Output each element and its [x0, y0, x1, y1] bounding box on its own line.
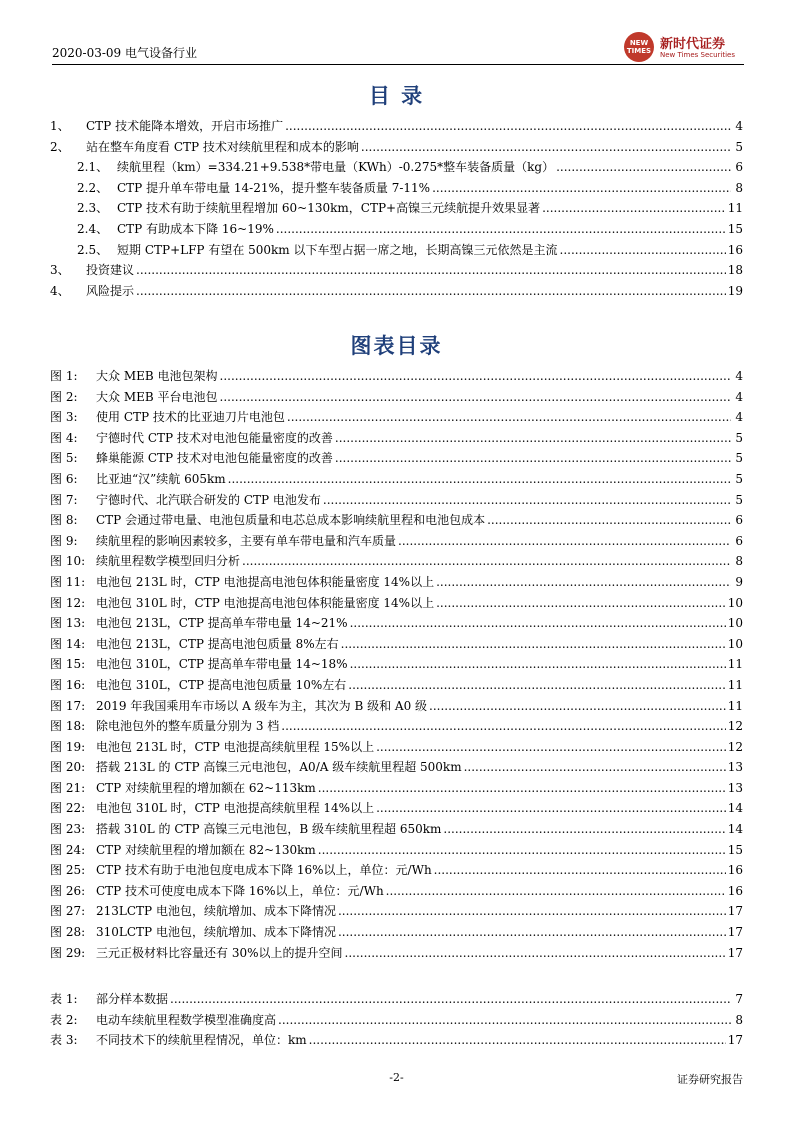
toc-entry-number: 3、	[50, 263, 70, 278]
logo-badge: NEW TIMES	[624, 32, 654, 62]
figure-entry-page: 11	[727, 677, 743, 692]
figure-entry[interactable]	[50, 613, 743, 634]
figure-entry-leader-dots	[436, 572, 731, 593]
figure-entry-text: 电池包 213L，CTP 提高电池包质量 8%左右	[96, 636, 339, 651]
logo-chinese-name: 新时代证券	[660, 37, 726, 52]
toc-entry-text: CTP 技术能降本增效，开启市场推广	[86, 119, 284, 133]
figure-entry-page: 5	[735, 451, 743, 466]
figure-entry-number: 图 28:	[50, 925, 86, 940]
figure-entry-text: 电池包 213L，CTP 提高单车带电量 14~21%	[96, 616, 348, 631]
figure-entry-leader-dots	[376, 798, 726, 819]
figure-entry-number: 图 21:	[50, 780, 86, 795]
toc-entry[interactable]	[50, 219, 743, 240]
figure-entry-page: 11	[727, 657, 743, 672]
figure-entry-page: 15	[727, 842, 743, 857]
figure-entry-text: 蜂巢能源 CTP 技术对电池包能量密度的改善	[96, 451, 333, 466]
header-rule	[52, 64, 744, 65]
toc-entry-text: 短期 CTP+LFP 有望在 500km 以下车型占据一席之地，长期高镍三元依然是主流	[117, 242, 558, 257]
toc-entry-page: 5	[735, 139, 743, 154]
figure-entry-text: 大众 MEB 平台电池包	[96, 389, 218, 404]
figure-entry-number: 图 19:	[50, 739, 86, 754]
toc-entry-number: 2.5、	[77, 242, 109, 257]
table-entry[interactable]	[50, 1030, 743, 1051]
figure-entry-number: 图 17:	[50, 698, 86, 713]
toc-entry[interactable]	[50, 198, 743, 219]
figure-entry-number: 图 14:	[50, 636, 86, 651]
figure-entry-text: CTP 技术有助于电池包度电成本下降 16%以上，单位：元/Wh	[96, 863, 432, 878]
table-list	[50, 989, 743, 1051]
toc-entry-number: 2.4、	[77, 221, 109, 236]
toc-list	[50, 116, 743, 301]
figure-entry-text: 宁德时代 CTP 技术对电池包能量密度的改善	[96, 430, 333, 445]
figure-entry-leader-dots	[323, 490, 731, 511]
figure-entry-leader-dots	[281, 716, 725, 737]
toc-entry-page: 16	[727, 242, 743, 257]
figure-entry-text: CTP 技术可使度电成本下降 16%以上，单位：元/Wh	[96, 883, 384, 898]
figure-entry-page: 8	[735, 554, 743, 569]
figure-entry[interactable]	[50, 654, 743, 675]
figure-entry-page: 5	[735, 471, 743, 486]
table-entry-page: 8	[735, 1012, 743, 1027]
figure-entry-number: 图 6:	[50, 471, 78, 486]
figure-entry-number: 图 23:	[50, 822, 86, 837]
figure-entry[interactable]	[50, 428, 743, 449]
toc-title: 目 录	[368, 83, 425, 108]
figure-entry-number: 图 8:	[50, 513, 78, 528]
header-date-sector: 2020-03-09 电气设备行业	[52, 46, 198, 60]
figure-entry-leader-dots	[341, 634, 726, 655]
figure-entry-number: 图 25:	[50, 863, 86, 878]
figure-entry-page: 4	[735, 410, 743, 425]
figure-entry-number: 图 16:	[50, 677, 86, 692]
toc-entry-number: 2.3、	[77, 201, 109, 216]
figure-entry-text: 宁德时代、北汽联合研发的 CTP 电池发布	[96, 492, 321, 507]
figure-entry[interactable]	[50, 737, 743, 758]
toc-entry-page: 19	[727, 283, 743, 298]
figure-entry[interactable]	[50, 922, 743, 943]
figure-entry-number: 图 20:	[50, 760, 86, 775]
figure-entry[interactable]	[50, 448, 743, 469]
figure-entry-text: 电池包 310L 时，CTP 电池提高电池包体积能量密度 14%以上	[96, 595, 435, 610]
toc-entry-page: 8	[735, 180, 743, 195]
figure-entry-text: 使用 CTP 技术的比亚迪刀片电池包	[96, 410, 285, 425]
toc-entry-page: 15	[727, 221, 743, 236]
toc-entry-text: CTP 有助成本下降 16~19%	[117, 221, 274, 236]
figure-entry-text: CTP 对续航里程的增加额在 82~130km	[96, 842, 316, 857]
figure-entry-number: 图 18:	[50, 719, 86, 734]
figure-entry-page: 12	[727, 739, 743, 754]
figure-entry[interactable]	[50, 819, 743, 840]
figure-entry-leader-dots	[318, 840, 726, 861]
figure-entry-text: 大众 MEB 电池包架构	[96, 369, 218, 383]
figure-entry-number: 图 1:	[50, 369, 78, 383]
figure-entry-number: 图 10:	[50, 554, 86, 569]
figure-entry-text: CTP 会通过带电量、电池包质量和电芯总成本影响续航里程和电池包成本	[96, 513, 486, 528]
figure-entry-text: 2019 年我国乘用车市场以 A 级车为主，其次为 B 级和 A0 级	[96, 698, 428, 713]
figure-entry-text: 电池包 213L 时，CTP 电池提高续航里程 15%以上	[96, 739, 375, 754]
toc-entry[interactable]	[50, 281, 743, 302]
figure-entry-leader-dots	[398, 531, 731, 552]
table-entry-text: 部分样本数据	[96, 992, 169, 1006]
toc-entry-number: 4、	[50, 283, 70, 298]
figure-entry-number: 图 4:	[50, 430, 78, 445]
figure-entry-leader-dots	[318, 778, 726, 799]
figure-entry-number: 图 11:	[50, 574, 86, 589]
figure-entry-page: 14	[727, 822, 743, 837]
figure-entry-leader-dots	[335, 448, 731, 469]
figure-entry-leader-dots	[443, 819, 725, 840]
toc-entry-leader-dots	[136, 260, 726, 281]
toc-entry-page: 6	[735, 160, 743, 175]
figure-entry[interactable]	[50, 510, 743, 531]
figure-entry[interactable]	[50, 366, 743, 387]
figure-entry-page: 6	[735, 533, 743, 548]
table-entry-page: 7	[735, 992, 743, 1006]
toc-entry-leader-dots	[285, 116, 731, 137]
figure-entry[interactable]	[50, 531, 743, 552]
figure-entry-number: 图 27:	[50, 904, 86, 919]
page-number: -2-	[389, 1071, 404, 1084]
figure-entry-page: 4	[735, 369, 743, 383]
figure-entry-leader-dots	[386, 881, 726, 902]
figure-entry-number: 图 15:	[50, 657, 86, 672]
table-entry-text: 不同技术下的续航里程情况，单位：km	[96, 1033, 307, 1048]
figure-entry[interactable]	[50, 675, 743, 696]
figure-entry-leader-dots	[335, 428, 731, 449]
table-entry-number: 表 2:	[50, 1012, 78, 1027]
table-entry-number: 表 1:	[50, 992, 78, 1006]
figure-entry-leader-dots	[345, 943, 726, 964]
toc-entry[interactable]	[50, 137, 743, 158]
toc-entry-leader-dots	[556, 157, 731, 178]
figure-entry-page: 10	[727, 616, 743, 631]
figure-entry[interactable]	[50, 387, 743, 408]
figure-entry-page: 6	[735, 513, 743, 528]
toc-entry-text: CTP 技术有助于续航里程增加 60~130km，CTP+高镍三元续航提升效果显著	[117, 201, 541, 216]
toc-entry-number: 1、	[50, 119, 70, 133]
figure-entry-number: 图 24:	[50, 842, 86, 857]
figure-entry-page: 13	[727, 760, 743, 775]
toc-entry[interactable]	[50, 240, 743, 261]
figure-entry-page: 12	[727, 719, 743, 734]
table-entry[interactable]	[50, 1010, 743, 1031]
figure-entry-text: 续航里程数学模型回归分析	[96, 554, 241, 569]
figure-entry-number: 图 9:	[50, 533, 78, 548]
figure-entry-text: CTP 对续航里程的增加额在 62~113km	[96, 780, 316, 795]
figure-entry-leader-dots	[287, 407, 731, 428]
toc-entry-page: 18	[727, 263, 743, 278]
toc-entry-number: 2、	[50, 139, 70, 154]
figure-entry-leader-dots	[429, 696, 726, 717]
figure-entry-leader-dots	[436, 593, 726, 614]
figure-entry-page: 16	[727, 883, 743, 898]
figure-entry-page: 17	[727, 904, 743, 919]
figure-entry-text: 除电池包外的整车质量分别为 3 档	[96, 719, 280, 734]
figure-entry-leader-dots	[376, 737, 726, 758]
figure-entry[interactable]	[50, 634, 743, 655]
table-entry-page: 17	[727, 1033, 743, 1048]
toc-entry-leader-dots	[432, 178, 731, 199]
figure-entry[interactable]	[50, 716, 743, 737]
table-entry-leader-dots	[278, 1010, 731, 1031]
figure-entry-page: 14	[727, 801, 743, 816]
figure-entry-page: 5	[735, 430, 743, 445]
page-header	[52, 30, 744, 65]
figure-entry-leader-dots	[228, 469, 731, 490]
figure-entry[interactable]	[50, 757, 743, 778]
toc-entry-page: 11	[727, 201, 743, 216]
logo-english-name: New Times Securities	[660, 51, 735, 59]
toc-entry-text: 投资建议	[86, 263, 135, 278]
figure-index-title: 图表目录	[350, 333, 443, 358]
figure-entry-text: 搭载 310L 的 CTP 高镍三元电池包，B 级车续航里程超 650km	[96, 822, 442, 837]
table-entry-text: 电动车续航里程数学模型准确度高	[96, 1012, 277, 1027]
figure-entry-number: 图 7:	[50, 492, 78, 507]
figure-entry-text: 比亚迪“汉”续航 605km	[96, 471, 226, 486]
figure-entry-leader-dots	[220, 366, 732, 387]
figure-entry[interactable]	[50, 490, 743, 511]
toc-entry-text: CTP 提升单车带电量 14-21%，提升整车装备质量 7-11%	[117, 180, 431, 195]
toc-entry-leader-dots	[542, 198, 726, 219]
figure-entry-text: 电池包 310L 时，CTP 电池提高续航里程 14%以上	[96, 801, 375, 816]
figure-entry-number: 图 13:	[50, 616, 86, 631]
figure-entry-leader-dots	[348, 675, 725, 696]
figure-entry[interactable]	[50, 901, 743, 922]
figure-entry[interactable]	[50, 860, 743, 881]
toc-entry-leader-dots	[361, 137, 731, 158]
figure-entry[interactable]	[50, 778, 743, 799]
figure-entry-leader-dots	[350, 654, 726, 675]
toc-entry-page: 4	[735, 119, 743, 133]
figure-entry-page: 13	[727, 780, 743, 795]
figure-entry-page: 17	[727, 925, 743, 940]
figure-entry[interactable]	[50, 407, 743, 428]
figure-entry-number: 图 3:	[50, 410, 78, 425]
figure-entry-leader-dots	[338, 901, 726, 922]
figure-entry-page: 10	[727, 636, 743, 651]
figure-entry-number: 图 5:	[50, 451, 78, 466]
figure-entry[interactable]	[50, 881, 743, 902]
company-logo	[624, 32, 744, 62]
figure-entry-leader-dots	[487, 510, 731, 531]
figure-entry-page: 17	[727, 945, 743, 960]
figure-entry-leader-dots	[338, 922, 726, 943]
toc-entry-leader-dots	[136, 281, 726, 302]
table-entry-number: 表 3:	[50, 1033, 78, 1048]
figure-entry[interactable]	[50, 943, 743, 964]
figure-entry-page: 9	[735, 574, 743, 589]
toc-entry[interactable]	[50, 260, 743, 281]
figure-entry-text: 三元正极材料比容量还有 30%以上的提升空间	[96, 945, 343, 960]
figure-entry-page: 4	[735, 389, 743, 404]
figure-entry-number: 图 12:	[50, 595, 86, 610]
toc-entry-number: 2.1、	[77, 160, 109, 175]
figure-entry-page: 16	[727, 863, 743, 878]
figure-entry[interactable]	[50, 593, 743, 614]
figure-entry-leader-dots	[434, 860, 726, 881]
toc-entry[interactable]	[50, 157, 743, 178]
figure-entry[interactable]	[50, 469, 743, 490]
figure-entry-text: 213LCTP 电池包，续航增加、成本下降情况	[96, 904, 336, 919]
figure-entry-leader-dots	[464, 757, 726, 778]
figure-entry-number: 图 26:	[50, 883, 86, 898]
toc-entry-text: 续航里程（km）=334.21+9.538*带电量（KWh）-0.275*整车装备质量（kg）	[117, 160, 555, 175]
figure-entry-text: 电池包 213L 时，CTP 电池提高电池包体积能量密度 14%以上	[96, 574, 435, 589]
figure-entry-page: 11	[727, 698, 743, 713]
toc-entry[interactable]	[50, 116, 743, 137]
figure-entry[interactable]	[50, 551, 743, 572]
toc-entry-leader-dots	[276, 219, 726, 240]
toc-entry-leader-dots	[560, 240, 726, 261]
figure-entry-text: 电池包 310L，CTP 提高单车带电量 14~18%	[96, 657, 348, 672]
figure-entry[interactable]	[50, 798, 743, 819]
toc-entry-number: 2.2、	[77, 180, 109, 195]
figure-entry-text: 310LCTP 电池包，续航增加、成本下降情况	[96, 925, 336, 940]
figure-entry-number: 图 2:	[50, 389, 78, 404]
figure-entry-page: 10	[727, 595, 743, 610]
figure-entry[interactable]	[50, 696, 743, 717]
figure-list	[50, 366, 743, 963]
figure-entry-text: 续航里程的影响因素较多，主要有单车带电量和汽车质量	[96, 533, 397, 548]
figure-entry-leader-dots	[350, 613, 726, 634]
toc-entry[interactable]	[50, 178, 743, 199]
table-entry-leader-dots	[309, 1030, 726, 1051]
table-entry[interactable]	[50, 989, 743, 1010]
toc-entry-text: 站在整车角度看 CTP 技术对续航里程和成本的影响	[86, 139, 359, 154]
figure-entry[interactable]	[50, 840, 743, 861]
figure-entry-leader-dots	[220, 387, 732, 408]
figure-entry-leader-dots	[242, 551, 731, 572]
figure-entry-page: 5	[735, 492, 743, 507]
figure-entry-number: 图 29:	[50, 945, 86, 960]
report-type: 证券研究报告	[677, 1073, 743, 1086]
figure-entry-number: 图 22:	[50, 801, 86, 816]
figure-entry-text: 搭载 213L 的 CTP 高镍三元电池包，A0/A 级车续航里程超 500km	[96, 760, 462, 775]
figure-entry-text: 电池包 310L，CTP 提高电池包质量 10%左右	[96, 677, 347, 692]
figure-entry[interactable]	[50, 572, 743, 593]
table-entry-leader-dots	[170, 989, 731, 1010]
toc-entry-text: 风险提示	[86, 283, 135, 298]
